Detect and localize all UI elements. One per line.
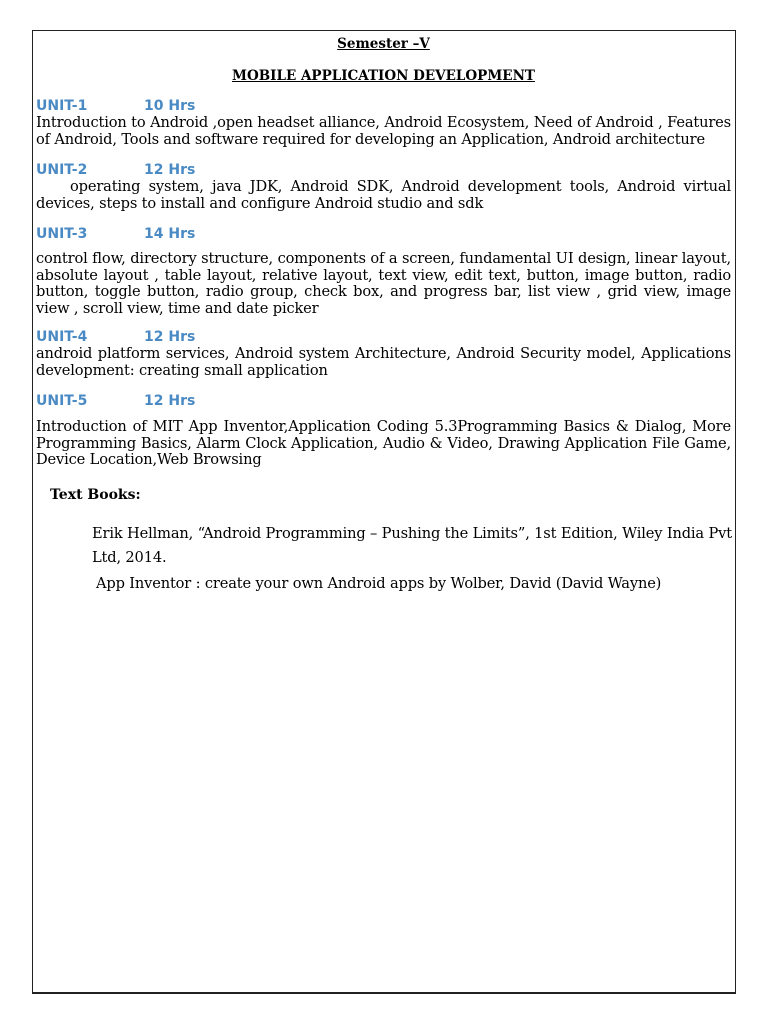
unit-4-hours: 12 Hrs <box>144 329 196 345</box>
unit-3-header <box>36 225 731 243</box>
unit-5-content: Introduction of MIT App Inventor,Application Coding 5.3Programming Basics & Dialog, More Programming Basics, Alarm Clock Application, Audio & Video, Drawing Application File Game, Device Location,Web Browsing <box>36 418 731 468</box>
syllabus-content <box>36 36 731 596</box>
semester-heading: Semester –V <box>337 36 430 52</box>
textbook-2: App Inventor : create your own Android apps by Wolber, David (David Wayne) <box>96 575 662 592</box>
unit-2-hours: 12 Hrs <box>144 162 196 178</box>
unit-5-header <box>36 392 731 410</box>
unit-5-name: UNIT-5 <box>36 393 88 409</box>
unit-5-hours: 12 Hrs <box>144 393 196 409</box>
unit-1-content: Introduction to Android ,open headset alliance, Android Ecosystem, Need of Android , Features of Android, Tools and software required for developing an Application, Android architecture <box>36 114 731 148</box>
unit-4-name: UNIT-4 <box>36 329 88 345</box>
textbooks-heading: Text Books: <box>50 486 141 503</box>
unit-1-name: UNIT-1 <box>36 98 88 114</box>
unit-1-hours: 10 Hrs <box>144 98 196 114</box>
unit-3-name: UNIT-3 <box>36 226 88 242</box>
unit-4-header <box>36 328 731 346</box>
textbook-1: Erik Hellman, “Android Programming – Pushing the Limits”, 1st Edition, Wiley India Pvt Ltd, 2014. <box>92 525 732 566</box>
unit-1-header <box>36 97 731 115</box>
unit-2-name: UNIT-2 <box>36 162 88 178</box>
unit-3-content: control flow, directory structure, components of a screen, fundamental UI design, linear layout, absolute layout , table layout, relative layout, text view, edit text, button, image button, radio button, toggle button, radio group, check box, and progress bar, list view , grid view, image view , scroll view, time and date picker <box>36 250 731 317</box>
unit-2-content: operating system, java JDK, Android SDK, Android development tools, Android virtual devices, steps to install and configure Android studio and sdk <box>36 178 731 212</box>
unit-4-content: android platform services, Android system Architecture, Android Security model, Applications development: creating small application <box>36 345 731 379</box>
course-title: MOBILE APPLICATION DEVELOPMENT <box>232 68 535 84</box>
unit-2-header <box>36 161 731 179</box>
unit-3-hours: 14 Hrs <box>144 226 196 242</box>
